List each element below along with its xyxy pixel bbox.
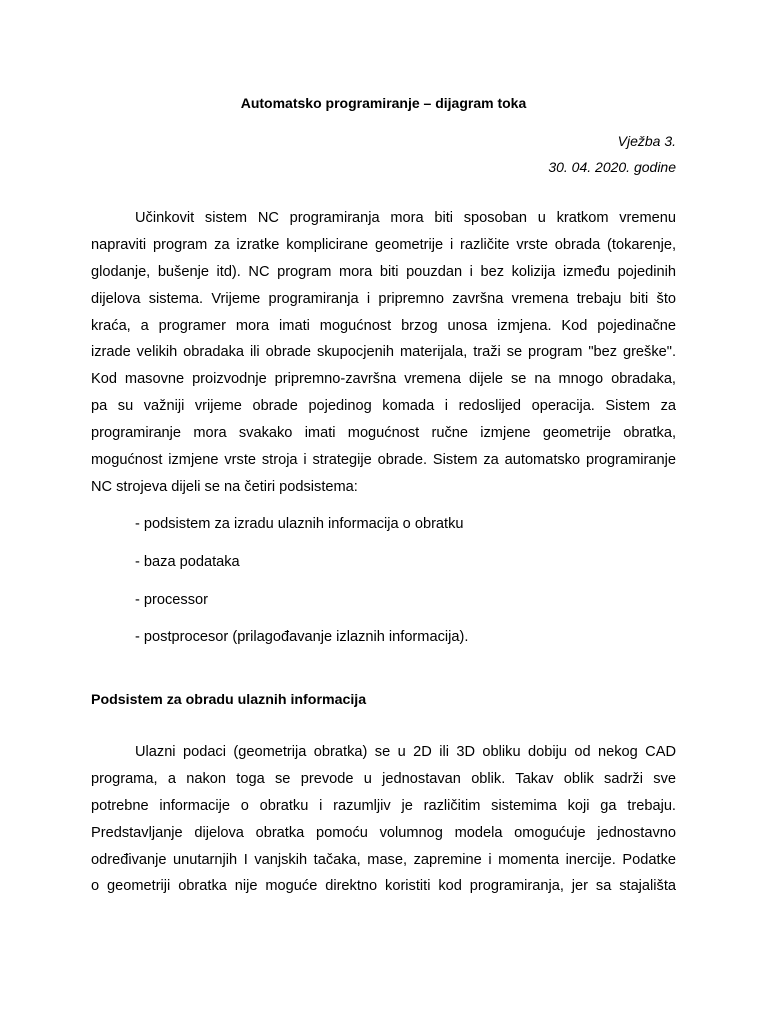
paragraph-intro <box>91 205 676 501</box>
paragraph-line: programiranje mora svakako imati mogućnost ručne izmjene geometrije obratka, <box>91 425 676 442</box>
list-item: - baza podataka <box>135 554 240 570</box>
list-item: - processor <box>135 592 208 608</box>
paragraph-line: Kod masovne proizvodnje pripremno-završna vremena dijele se na mnogo obradaka, <box>91 371 676 388</box>
list-item: - podsistem za izradu ulaznih informacija o obratku <box>135 516 464 532</box>
paragraph-line: napraviti program za izratke komplicirane geometrije i različite vrste obrada (tokarenje, <box>91 236 676 253</box>
paragraph-line: o geometriji obratka nije moguće direktno koristiti kod programiranja, jer sa stajališta <box>91 878 676 895</box>
paragraph-line: izrade velikih obradaka ili obrade skupocjenih materijala, traži se program "bez greške". <box>91 344 676 361</box>
paragraph-line: mogućnost izmjene vrste stroja i strategije obrade. Sistem za automatsko programiranje <box>91 452 676 469</box>
paragraph-line: programa, a nakon toga se prevode u jednostavan oblik. Takav oblik sadrži sve <box>91 770 676 787</box>
paragraph-line: dijelova sistema. Vrijeme programiranja i pripremno završna vremena trebaju biti što <box>91 290 676 307</box>
paragraph-line: pa su važniji vrijeme obrade pojedinog komada i redoslijed operacija. Sistem za <box>91 398 676 415</box>
paragraph-line: Učinkovit sistem NC programiranja mora biti sposoban u kratkom vremenu <box>135 210 676 226</box>
paragraph-line: NC strojeva dijeli se na četiri podsistema: <box>91 478 358 495</box>
paragraph-line: Ulazni podaci (geometrija obratka) se u 2D ili 3D obliku dobiju od nekog CAD <box>135 744 676 760</box>
section-heading: Podsistem za obradu ulaznih informacija <box>91 692 367 708</box>
exercise-label: Vježba 3. <box>617 133 676 149</box>
paragraph-line: određivanje unutarnjih I vanjskih tačaka, mase, zapremine i momenta inercije. Podatke <box>91 851 676 868</box>
paragraph-line: kraća, a programer mora imati mogućnost brzog unosa izmjena. Kod pojedinačne <box>91 317 676 334</box>
document-title: Automatsko programiranje – dijagram toka <box>240 95 527 111</box>
date-label: 30. 04. 2020. godine <box>548 159 676 175</box>
paragraph-input <box>91 739 676 900</box>
paragraph-line: glodanje, bušenje itd). NC program mora biti pouzdan i bez kolizija između pojedinih <box>91 263 676 280</box>
paragraph-line: Predstavljanje dijelova obratka pomoću volumnog modela omogućuje jednostavno <box>91 824 676 841</box>
paragraph-line: potrebne informacije o obratku i razumljiv je različitim sistemima koji ga trebaju. <box>91 797 676 814</box>
list-item: - postprocesor (prilagođavanje izlaznih informacija). <box>135 629 469 645</box>
